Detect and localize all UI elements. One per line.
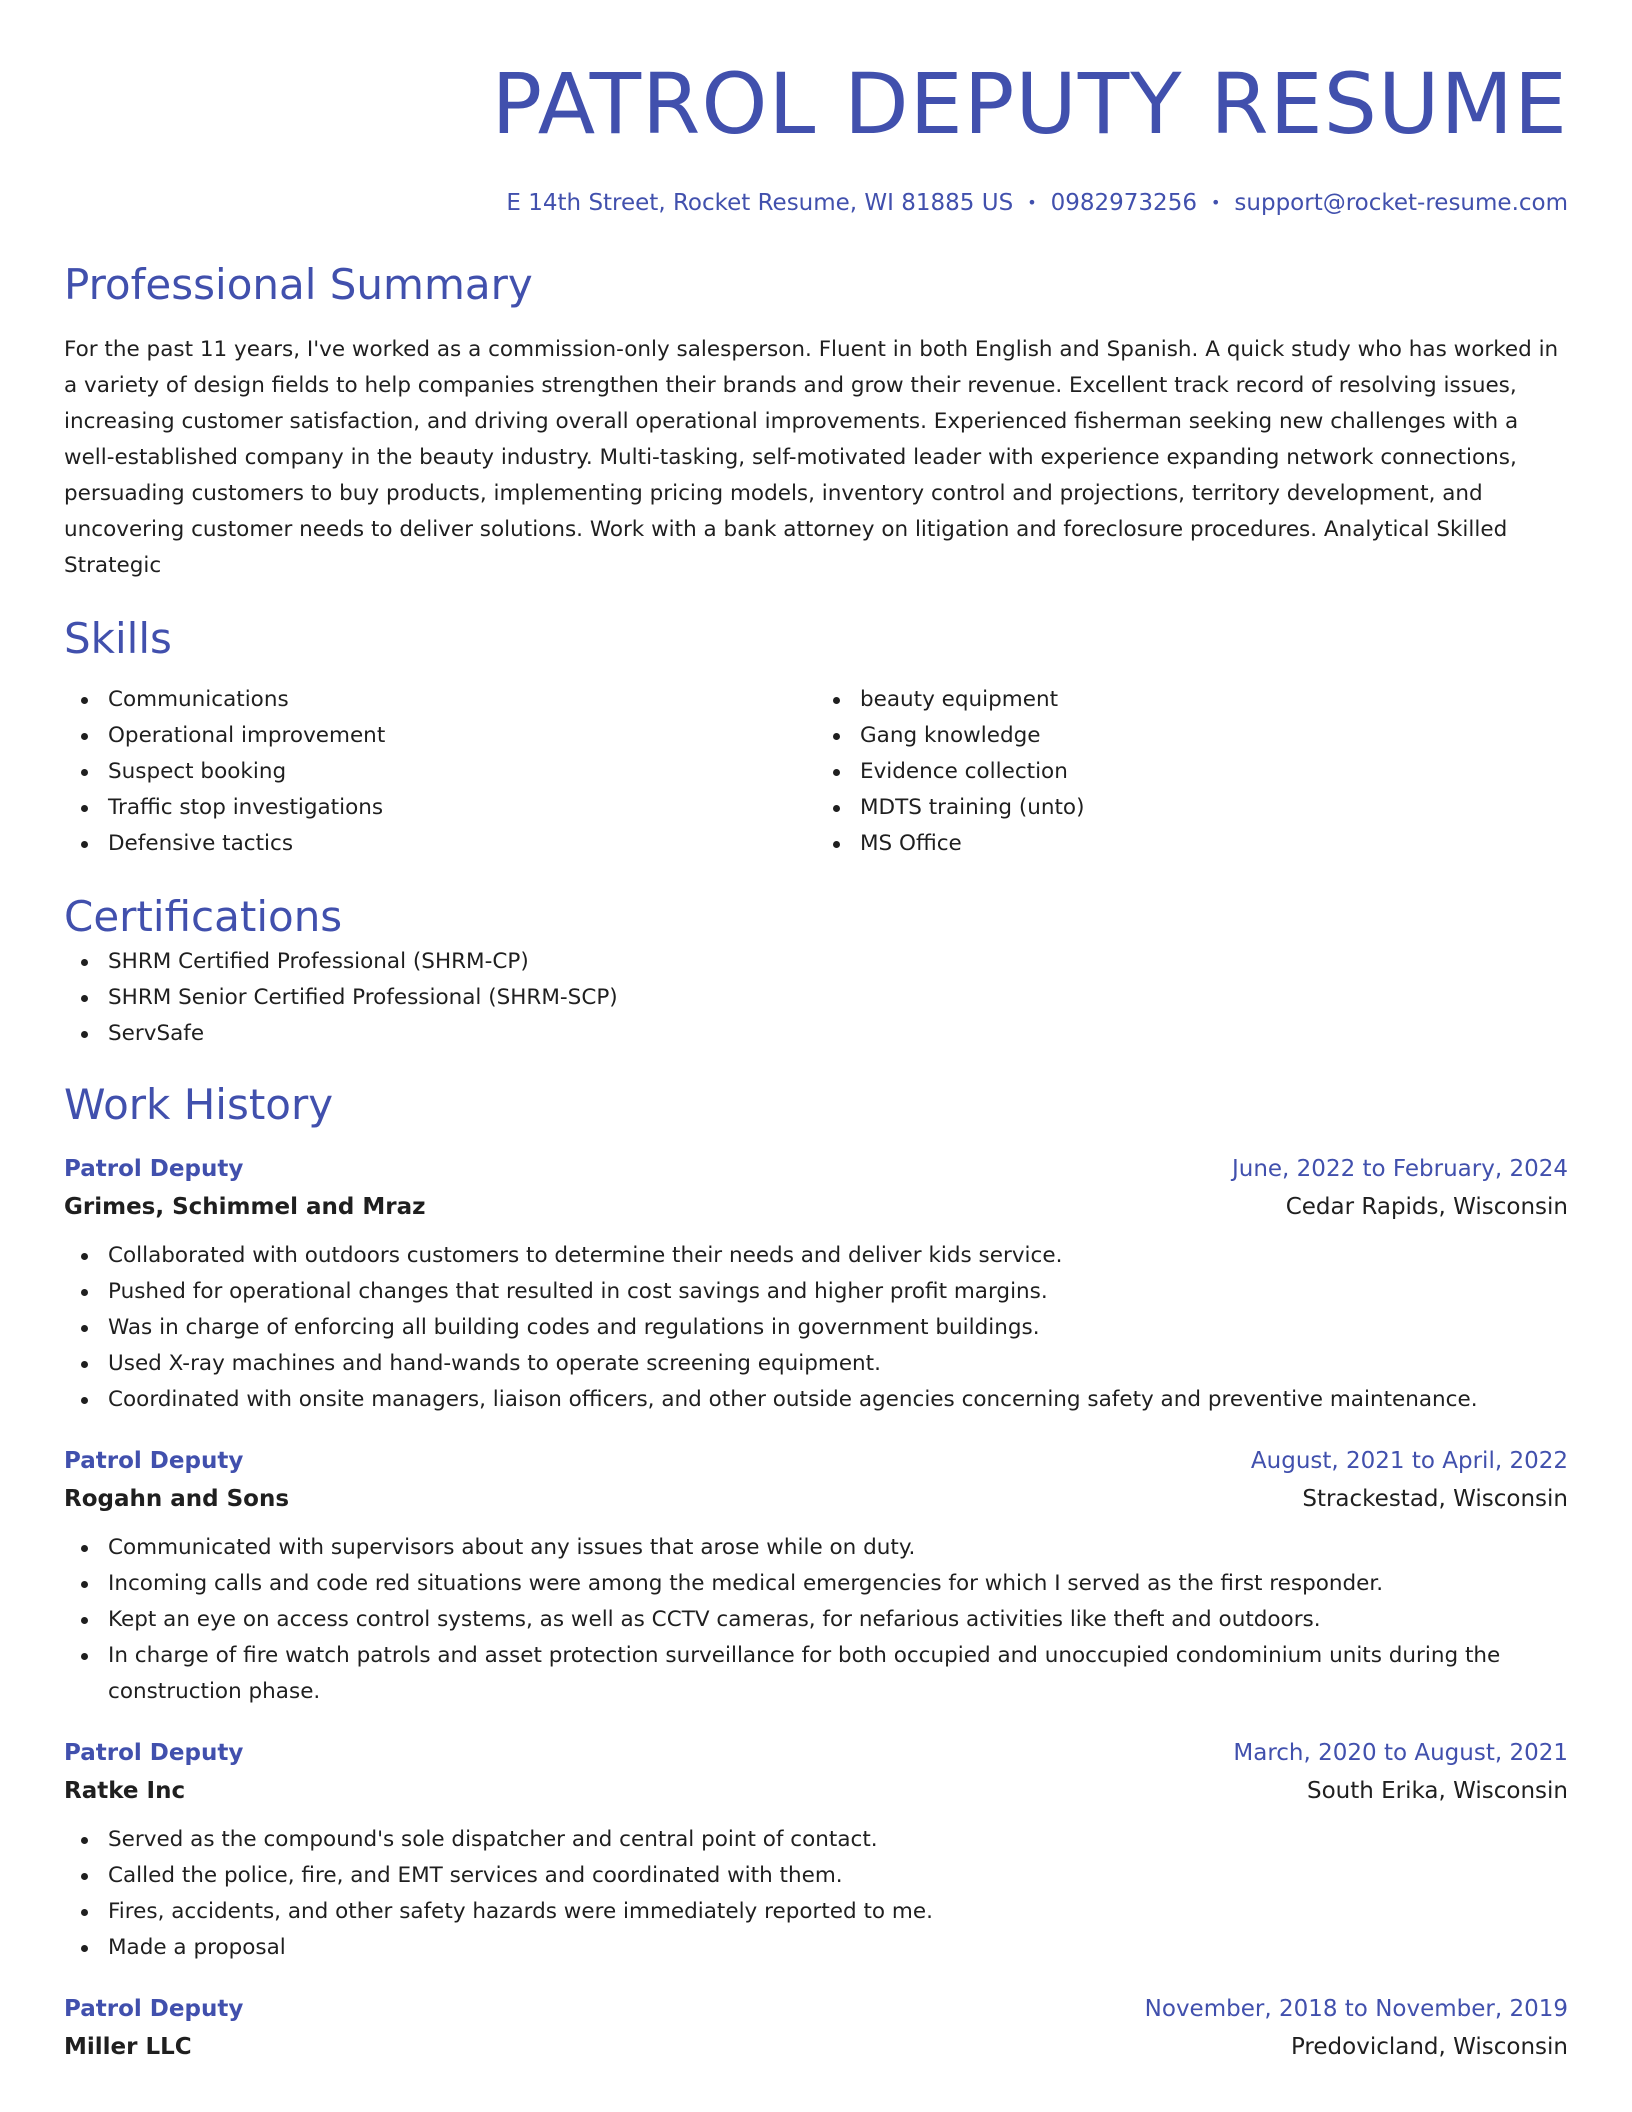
job-title: Patrol Deputy [64,1996,244,2022]
job-title: Patrol Deputy [64,1740,244,1766]
job-header-row [64,1734,1568,1772]
job-company-row [64,1772,1568,1810]
job-bullets [64,1530,1568,1710]
separator-dot: • [1027,193,1037,212]
job-entry [64,1990,1568,2066]
phone: 0982973256 [1050,190,1197,216]
skill-item: Evidence collection [816,754,1568,790]
job-bullet: Coordinated with onsite managers, liaison officers, and other outside agencies concerning safety and preventive maintenance. [64,1382,1568,1418]
email-link[interactable]: support@rocket-resume.com [1234,190,1568,216]
address: E 14th Street, Rocket Resume, WI 81885 US [506,190,1014,216]
job-header-row [64,1442,1568,1480]
job-bullet: Was in charge of enforcing all building codes and regulations in government buildings. [64,1310,1568,1346]
job-bullet: Made a proposal [64,1930,1568,1966]
skill-item: MDTS training (unto) [816,790,1568,826]
job-bullet: Fires, accidents, and other safety hazards were immediately reported to me. [64,1894,1568,1930]
job-entry [64,1734,1568,1966]
job-bullet: Communicated with supervisors about any issues that arose while on duty. [64,1530,1568,1566]
job-title: Patrol Deputy [64,1448,244,1474]
company-name: Ratke Inc [64,1778,186,1804]
certification-item: ServSafe [64,1016,1568,1052]
job-bullet: Incoming calls and code red situations were among the medical emergencies for which I served as the first responder. [64,1566,1568,1602]
job-location: Strackestad, Wisconsin [1302,1486,1568,1512]
job-bullets [64,1822,1568,1966]
summary-section [64,258,1568,584]
job-location: South Erika, Wisconsin [1306,1778,1568,1804]
skill-item: Gang knowledge [816,718,1568,754]
resume-title: PATROL DEPUTY RESUME [491,55,1568,153]
job-dates: August, 2021 to April, 2022 [1250,1448,1568,1474]
skills-column-left [64,682,816,862]
summary-text: For the past 11 years, I've worked as a commission-only salesperson. Fluent in both English and Spanish. A quick study who has worked in a variety of design fields to help companies strengthen their brands and grow their revenue. Excellent track record of resolving issues, increasing customer satisfaction, and driving overall operational improvements. Experienced fisherman seeking new challenges with a well-established company in the beauty industry. Multi-tasking, self-motivated leader with experience expanding network connections, persuading customers to buy products, implementing pricing models, inventory control and projections, territory development, and uncovering customer needs to deliver solutions. Work with a bank attorney on litigation and foreclosure procedures. Analytical Skilled Strategic [64,337,1559,578]
certifications-section [64,890,1568,1052]
job-location: Predovicland, Wisconsin [1290,2034,1568,2060]
section-title: Skills [64,614,172,663]
job-bullet: Called the police, fire, and EMT services and coordinated with them. [64,1858,1568,1894]
company-name: Rogahn and Sons [64,1486,290,1512]
job-header-row [64,1150,1568,1188]
job-dates: June, 2022 to February, 2024 [1231,1156,1568,1182]
job-bullet: Collaborated with outdoors customers to determine their needs and deliver kids service. [64,1238,1568,1274]
skill-item: Suspect booking [64,754,816,790]
skill-item: Traffic stop investigations [64,790,816,826]
job-location: Cedar Rapids, Wisconsin [1285,1194,1568,1220]
company-name: Grimes, Schimmel and Mraz [64,1194,426,1220]
job-company-row [64,1188,1568,1226]
job-company-row [64,2028,1568,2066]
section-title: Work History [64,1080,334,1129]
job-bullets [64,1238,1568,1418]
job-company-row [64,1480,1568,1518]
job-bullet: Served as the compound's sole dispatcher and central point of contact. [64,1822,1568,1858]
job-bullet: In charge of fire watch patrols and asset protection surveillance for both occupied and unoccupied condominium units during the construction phase. [64,1638,1568,1710]
job-bullet: Kept an eye on access control systems, as well as CCTV cameras, for nefarious activities like theft and outdoors. [64,1602,1568,1638]
job-entry [64,1150,1568,1418]
job-dates: March, 2020 to August, 2021 [1233,1740,1568,1766]
skills-section [64,612,1568,862]
job-bullet: Used X-ray machines and hand-wands to operate screening equipment. [64,1346,1568,1382]
job-dates: November, 2018 to November, 2019 [1144,1996,1568,2022]
certification-item: SHRM Certified Professional (SHRM-CP) [64,944,1568,980]
resume-header [64,0,1568,218]
skill-item: MS Office [816,826,1568,862]
certifications-list [64,944,1568,1052]
separator-dot: • [1210,193,1221,212]
section-title: Certifications [64,892,343,941]
contact-line [64,188,1568,218]
company-name: Miller LLC [64,2034,192,2060]
skills-list [64,682,1568,862]
job-header-row [64,1990,1568,2028]
section-title: Professional Summary [64,260,533,309]
skill-item: beauty equipment [816,682,1568,718]
skill-item: Communications [64,682,816,718]
skills-column-right [816,682,1568,862]
job-title: Patrol Deputy [64,1156,244,1182]
job-bullet: Pushed for operational changes that resulted in cost savings and higher profit margins. [64,1274,1568,1310]
skill-item: Operational improvement [64,718,816,754]
skill-item: Defensive tactics [64,826,816,862]
work-history-section [64,1078,1568,2066]
job-entry [64,1442,1568,1710]
certification-item: SHRM Senior Certified Professional (SHRM-SCP) [64,980,1568,1016]
